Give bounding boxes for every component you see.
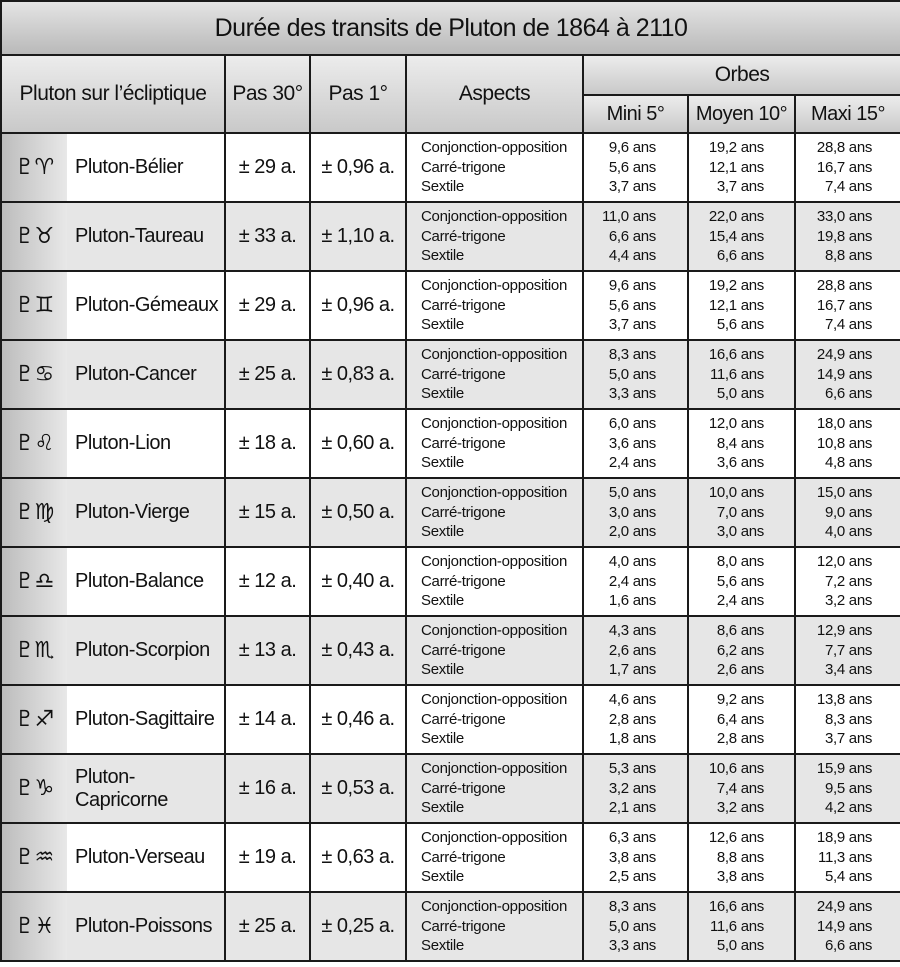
orbe-mini-value: 4,6 ans	[608, 691, 656, 709]
header-aspects: Aspects	[406, 55, 583, 133]
pas-30-value: ± 29 a.	[225, 133, 310, 202]
table-row	[1, 616, 900, 685]
header-pas-1: Pas 1°	[310, 55, 406, 133]
table-row	[1, 271, 900, 340]
orbe-maxi-values	[795, 754, 900, 823]
orbe-moyen-value: 5,6 ans	[716, 316, 764, 334]
orbe-moyen-values	[688, 616, 795, 685]
aspect-labels	[406, 892, 583, 961]
orbe-moyen-value: 3,2 ans	[716, 799, 764, 817]
sign-name: Pluton-Capricorne	[67, 754, 225, 823]
aspect-labels	[406, 133, 583, 202]
orbe-maxi-value: 9,0 ans	[824, 503, 873, 521]
header-pas-30: Pas 30°	[225, 55, 310, 133]
orbe-moyen-value: 3,6 ans	[716, 454, 764, 472]
orbe-moyen-value: 9,2 ans	[716, 691, 764, 709]
orbe-maxi-value: 14,9 ans	[816, 365, 873, 383]
orbe-moyen-value: 6,4 ans	[716, 710, 764, 728]
orbe-mini-values	[583, 202, 688, 271]
aspect-label: Sextile	[421, 661, 464, 679]
orbe-moyen-value: 5,0 ans	[716, 937, 764, 955]
orbe-mini-value: 5,6 ans	[608, 296, 656, 314]
sign-name: Pluton-Vierge	[67, 478, 225, 547]
aspect-label: Conjonction-opposition	[421, 208, 568, 226]
aspect-label: Conjonction-opposition	[421, 898, 568, 916]
orbe-mini-value: 3,0 ans	[608, 503, 656, 521]
orbe-mini-value: 3,3 ans	[608, 937, 656, 955]
sign-name: Pluton-Cancer	[67, 340, 225, 409]
orbe-mini-value: 8,3 ans	[608, 898, 656, 916]
orbe-mini-value: 5,0 ans	[608, 917, 656, 935]
aspect-label: Conjonction-opposition	[421, 829, 568, 847]
aspect-labels	[406, 271, 583, 340]
table-row	[1, 892, 900, 961]
orbe-maxi-values	[795, 823, 900, 892]
pas-1-value: ± 0,43 a.	[310, 616, 406, 685]
sign-name: Pluton-Balance	[67, 547, 225, 616]
aspect-label: Conjonction-opposition	[421, 277, 568, 295]
aspect-label: Sextile	[421, 247, 464, 265]
aspect-labels	[406, 547, 583, 616]
orbe-mini-value: 1,6 ans	[608, 592, 656, 610]
aspect-label: Conjonction-opposition	[421, 346, 568, 364]
pas-30-value: ± 25 a.	[225, 892, 310, 961]
orbe-maxi-value: 16,7 ans	[816, 296, 873, 314]
orbe-moyen-value: 16,6 ans	[708, 898, 764, 916]
orbe-moyen-value: 19,2 ans	[708, 277, 764, 295]
aspect-label: Carré-trigone	[421, 434, 506, 452]
orbe-mini-values	[583, 685, 688, 754]
aspect-label: Carré-trigone	[421, 710, 506, 728]
table-row	[1, 133, 900, 202]
orbe-maxi-value: 3,7 ans	[824, 730, 873, 748]
orbe-mini-values	[583, 892, 688, 961]
orbe-mini-value: 3,3 ans	[608, 385, 656, 403]
orbe-moyen-values	[688, 685, 795, 754]
aspect-labels	[406, 202, 583, 271]
orbe-moyen-value: 8,8 ans	[716, 848, 764, 866]
orbe-maxi-value: 33,0 ans	[816, 208, 873, 226]
pas-1-value: ± 0,40 a.	[310, 547, 406, 616]
orbe-moyen-values	[688, 133, 795, 202]
sign-name: Pluton-Bélier	[67, 133, 225, 202]
orbe-moyen-values	[688, 340, 795, 409]
orbe-maxi-value: 24,9 ans	[816, 898, 873, 916]
orbe-maxi-values	[795, 409, 900, 478]
pas-30-value: ± 15 a.	[225, 478, 310, 547]
orbe-mini-values	[583, 133, 688, 202]
aspect-label: Sextile	[421, 937, 464, 955]
table-row	[1, 409, 900, 478]
pas-1-value: ± 1,10 a.	[310, 202, 406, 271]
orbe-mini-value: 2,1 ans	[608, 799, 656, 817]
orbe-mini-value: 5,0 ans	[608, 365, 656, 383]
pas-30-value: ± 29 a.	[225, 271, 310, 340]
orbe-moyen-value: 10,0 ans	[708, 484, 764, 502]
orbe-mini-values	[583, 340, 688, 409]
sign-name: Pluton-Verseau	[67, 823, 225, 892]
orbe-maxi-value: 12,9 ans	[816, 622, 873, 640]
orbe-moyen-value: 15,4 ans	[708, 227, 764, 245]
orbe-mini-value: 4,4 ans	[608, 247, 656, 265]
orbe-moyen-value: 12,0 ans	[708, 415, 764, 433]
sign-name: Pluton-Lion	[67, 409, 225, 478]
header-ecliptic: Pluton sur l’écliptique	[1, 55, 225, 133]
orbe-maxi-value: 7,2 ans	[824, 572, 873, 590]
table-row	[1, 547, 900, 616]
orbe-maxi-value: 15,9 ans	[816, 760, 873, 778]
orbe-moyen-value: 8,6 ans	[716, 622, 764, 640]
orbe-maxi-values	[795, 478, 900, 547]
table-row	[1, 478, 900, 547]
orbe-maxi-value: 15,0 ans	[816, 484, 873, 502]
orbe-mini-value: 3,8 ans	[608, 848, 656, 866]
orbe-mini-values	[583, 823, 688, 892]
aspect-label: Conjonction-opposition	[421, 691, 568, 709]
sign-name: Pluton-Poissons	[67, 892, 225, 961]
aspect-label: Carré-trigone	[421, 227, 506, 245]
aspect-labels	[406, 823, 583, 892]
orbe-maxi-values	[795, 616, 900, 685]
orbe-maxi-value: 3,2 ans	[824, 592, 873, 610]
orbe-moyen-values	[688, 823, 795, 892]
orbe-maxi-value: 6,6 ans	[824, 385, 873, 403]
aspect-label: Carré-trigone	[421, 572, 506, 590]
table-body	[1, 133, 900, 961]
orbe-moyen-value: 3,0 ans	[716, 523, 764, 541]
orbe-moyen-value: 10,6 ans	[708, 760, 764, 778]
orbe-moyen-value: 16,6 ans	[708, 346, 764, 364]
orbe-maxi-value: 4,2 ans	[824, 799, 873, 817]
table-row	[1, 754, 900, 823]
aspect-label: Sextile	[421, 592, 464, 610]
orbe-maxi-value: 8,3 ans	[824, 710, 873, 728]
orbe-mini-value: 2,0 ans	[608, 523, 656, 541]
orbe-moyen-value: 11,6 ans	[709, 917, 764, 935]
orbe-mini-value: 2,8 ans	[608, 710, 656, 728]
orbe-maxi-value: 16,7 ans	[816, 158, 873, 176]
pas-30-value: ± 25 a.	[225, 340, 310, 409]
table-row	[1, 340, 900, 409]
aspect-label: Sextile	[421, 316, 464, 334]
orbe-maxi-values	[795, 271, 900, 340]
pluto-sign-glyph-icon: ♇♒︎	[1, 823, 67, 892]
aspect-label: Conjonction-opposition	[421, 553, 568, 571]
aspect-labels	[406, 340, 583, 409]
orbe-moyen-value: 12,1 ans	[708, 296, 764, 314]
header-orbe-moyen: Moyen 10°	[688, 95, 795, 133]
orbe-maxi-value: 5,4 ans	[824, 868, 873, 886]
orbe-moyen-value: 5,6 ans	[716, 572, 764, 590]
orbe-mini-value: 8,3 ans	[608, 346, 656, 364]
aspect-label: Sextile	[421, 178, 464, 196]
pas-30-value: ± 16 a.	[225, 754, 310, 823]
orbe-mini-value: 3,7 ans	[608, 316, 656, 334]
orbe-mini-value: 6,3 ans	[608, 829, 656, 847]
pas-1-value: ± 0,96 a.	[310, 271, 406, 340]
orbe-mini-value: 2,4 ans	[608, 454, 656, 472]
orbe-moyen-value: 7,0 ans	[716, 503, 764, 521]
orbe-moyen-values	[688, 202, 795, 271]
aspect-label: Conjonction-opposition	[421, 622, 568, 640]
header-orbe-mini: Mini 5°	[583, 95, 688, 133]
orbe-mini-value: 2,6 ans	[608, 641, 656, 659]
orbe-mini-value: 4,0 ans	[608, 553, 656, 571]
aspect-label: Conjonction-opposition	[421, 484, 568, 502]
orbe-moyen-value: 3,7 ans	[716, 178, 764, 196]
pas-1-value: ± 0,50 a.	[310, 478, 406, 547]
pluto-sign-glyph-icon: ♇♏︎	[1, 616, 67, 685]
orbe-moyen-value: 8,4 ans	[716, 434, 764, 452]
pas-30-value: ± 19 a.	[225, 823, 310, 892]
aspect-label: Sextile	[421, 868, 464, 886]
orbe-moyen-value: 6,6 ans	[716, 247, 764, 265]
pluto-sign-glyph-icon: ♇♈︎	[1, 133, 67, 202]
pluto-sign-glyph-icon: ♇♎︎	[1, 547, 67, 616]
header-orbe-maxi: Maxi 15°	[795, 95, 900, 133]
orbe-maxi-value: 28,8 ans	[816, 277, 873, 295]
aspect-labels	[406, 685, 583, 754]
orbe-maxi-value: 4,8 ans	[824, 454, 873, 472]
orbe-mini-value: 3,2 ans	[608, 779, 656, 797]
orbe-maxi-value: 18,0 ans	[816, 415, 873, 433]
orbe-mini-value: 2,5 ans	[608, 868, 656, 886]
orbe-maxi-value: 7,4 ans	[824, 178, 873, 196]
orbe-mini-value: 3,7 ans	[608, 178, 656, 196]
orbe-maxi-values	[795, 547, 900, 616]
orbe-moyen-value: 3,8 ans	[716, 868, 764, 886]
pas-1-value: ± 0,60 a.	[310, 409, 406, 478]
aspect-labels	[406, 754, 583, 823]
orbe-moyen-value: 2,6 ans	[716, 661, 764, 679]
orbe-mini-value: 9,6 ans	[608, 139, 656, 157]
orbe-moyen-value: 12,1 ans	[708, 158, 764, 176]
pluto-sign-glyph-icon: ♇♊︎	[1, 271, 67, 340]
aspect-label: Carré-trigone	[421, 296, 506, 314]
aspect-label: Conjonction-opposition	[421, 415, 568, 433]
orbe-moyen-value: 8,0 ans	[716, 553, 764, 571]
orbe-mini-value: 5,6 ans	[608, 158, 656, 176]
orbe-maxi-value: 6,6 ans	[824, 937, 873, 955]
orbe-mini-value: 6,0 ans	[608, 415, 656, 433]
orbe-maxi-value: 19,8 ans	[816, 227, 873, 245]
pas-30-value: ± 13 a.	[225, 616, 310, 685]
orbe-moyen-value: 6,2 ans	[716, 641, 764, 659]
aspect-label: Carré-trigone	[421, 848, 506, 866]
orbe-moyen-value: 2,4 ans	[716, 592, 764, 610]
pas-30-value: ± 12 a.	[225, 547, 310, 616]
aspect-labels	[406, 478, 583, 547]
aspect-label: Conjonction-opposition	[421, 139, 568, 157]
aspect-label: Carré-trigone	[421, 158, 506, 176]
orbe-maxi-values	[795, 892, 900, 961]
pluto-sign-glyph-icon: ♇♋︎	[1, 340, 67, 409]
orbe-maxi-value: 3,4 ans	[824, 661, 873, 679]
pluto-sign-glyph-icon: ♇♐︎	[1, 685, 67, 754]
orbe-maxi-values	[795, 202, 900, 271]
orbe-moyen-value: 2,8 ans	[716, 730, 764, 748]
orbe-maxi-value: 14,9 ans	[816, 917, 873, 935]
orbe-maxi-value: 7,4 ans	[824, 316, 873, 334]
orbe-mini-values	[583, 478, 688, 547]
orbe-maxi-value: 18,9 ans	[816, 829, 873, 847]
aspect-label: Carré-trigone	[421, 365, 506, 383]
pas-30-value: ± 18 a.	[225, 409, 310, 478]
aspect-label: Sextile	[421, 730, 464, 748]
orbe-maxi-values	[795, 685, 900, 754]
pluto-sign-glyph-icon: ♇♍︎	[1, 478, 67, 547]
orbe-mini-value: 5,0 ans	[608, 484, 656, 502]
pluto-sign-glyph-icon: ♇♓︎	[1, 892, 67, 961]
pas-30-value: ± 33 a.	[225, 202, 310, 271]
orbe-mini-values	[583, 754, 688, 823]
pas-1-value: ± 0,25 a.	[310, 892, 406, 961]
pas-1-value: ± 0,46 a.	[310, 685, 406, 754]
orbe-mini-value: 1,8 ans	[608, 730, 656, 748]
pluto-sign-glyph-icon: ♇♌︎	[1, 409, 67, 478]
sign-name: Pluton-Gémeaux	[67, 271, 225, 340]
orbe-moyen-value: 12,6 ans	[708, 829, 764, 847]
orbe-maxi-value: 8,8 ans	[824, 247, 873, 265]
orbe-mini-value: 5,3 ans	[608, 760, 656, 778]
orbe-maxi-value: 4,0 ans	[824, 523, 873, 541]
orbe-mini-value: 9,6 ans	[608, 277, 656, 295]
orbe-mini-value: 6,6 ans	[608, 227, 656, 245]
pluto-sign-glyph-icon: ♇♉︎	[1, 202, 67, 271]
aspect-label: Sextile	[421, 523, 464, 541]
orbe-moyen-values	[688, 271, 795, 340]
orbe-moyen-values	[688, 892, 795, 961]
orbe-maxi-value: 13,8 ans	[816, 691, 873, 709]
orbe-mini-values	[583, 271, 688, 340]
pas-1-value: ± 0,63 a.	[310, 823, 406, 892]
aspect-labels	[406, 616, 583, 685]
pas-1-value: ± 0,83 a.	[310, 340, 406, 409]
pas-1-value: ± 0,96 a.	[310, 133, 406, 202]
orbe-maxi-value: 12,0 ans	[816, 553, 873, 571]
orbe-mini-values	[583, 616, 688, 685]
aspect-label: Sextile	[421, 385, 464, 403]
orbe-moyen-value: 7,4 ans	[716, 779, 764, 797]
orbe-mini-value: 3,6 ans	[608, 434, 656, 452]
aspect-label: Sextile	[421, 799, 464, 817]
orbe-maxi-value: 9,5 ans	[824, 779, 873, 797]
aspect-label: Conjonction-opposition	[421, 760, 568, 778]
orbe-mini-value: 1,7 ans	[608, 661, 656, 679]
aspect-label: Carré-trigone	[421, 641, 506, 659]
orbe-maxi-value: 10,8 ans	[816, 434, 873, 452]
orbe-moyen-values	[688, 754, 795, 823]
orbe-maxi-values	[795, 340, 900, 409]
orbe-moyen-values	[688, 409, 795, 478]
orbe-moyen-values	[688, 478, 795, 547]
sign-name: Pluton-Taureau	[67, 202, 225, 271]
aspect-label: Carré-trigone	[421, 503, 506, 521]
aspect-label: Carré-trigone	[421, 917, 506, 935]
orbe-moyen-value: 19,2 ans	[708, 139, 764, 157]
pas-1-value: ± 0,53 a.	[310, 754, 406, 823]
orbe-maxi-value: 11,3 ans	[818, 848, 873, 866]
orbe-mini-value: 2,4 ans	[608, 572, 656, 590]
orbe-moyen-value: 11,6 ans	[709, 365, 764, 383]
aspect-labels	[406, 409, 583, 478]
table-row	[1, 685, 900, 754]
aspect-label: Carré-trigone	[421, 779, 506, 797]
orbe-mini-values	[583, 547, 688, 616]
sign-name: Pluton-Scorpion	[67, 616, 225, 685]
header-orbes: Orbes	[583, 55, 900, 95]
orbe-moyen-value: 22,0 ans	[708, 208, 764, 226]
pas-30-value: ± 14 a.	[225, 685, 310, 754]
table-row	[1, 823, 900, 892]
orbe-maxi-values	[795, 133, 900, 202]
orbe-mini-value: 4,3 ans	[608, 622, 656, 640]
aspect-label: Sextile	[421, 454, 464, 472]
table-row	[1, 202, 900, 271]
orbe-maxi-value: 7,7 ans	[824, 641, 873, 659]
orbe-maxi-value: 24,9 ans	[816, 346, 873, 364]
orbe-mini-values	[583, 409, 688, 478]
orbe-maxi-value: 28,8 ans	[816, 139, 873, 157]
orbe-moyen-value: 5,0 ans	[716, 385, 764, 403]
orbe-mini-value: 11,0 ans	[601, 208, 656, 226]
pluto-sign-glyph-icon: ♇♑︎	[1, 754, 67, 823]
table-title: Durée des transits de Pluton de 1864 à 2110	[1, 1, 900, 55]
orbe-moyen-values	[688, 547, 795, 616]
sign-name: Pluton-Sagittaire	[67, 685, 225, 754]
